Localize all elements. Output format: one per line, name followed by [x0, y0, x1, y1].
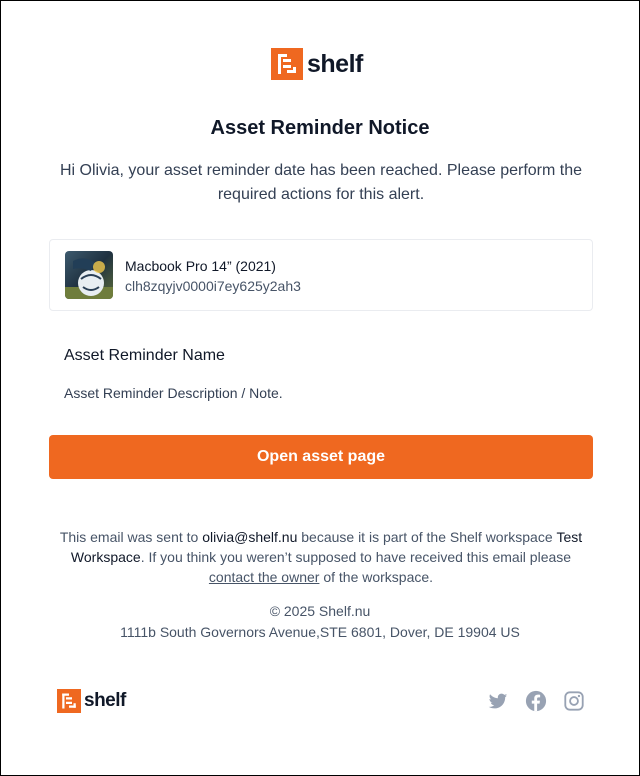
recipient-email: olivia@shelf.nu — [202, 529, 298, 545]
copyright: © 2025 Shelf.nu — [269, 603, 371, 619]
social-links — [487, 690, 585, 712]
address: 1111b South Governors Avenue,STE 6801, Dover, DE 19904 US — [120, 624, 520, 640]
brand-name: shelf — [307, 50, 363, 78]
asset-name: Macbook Pro 14” (2021) — [125, 258, 276, 274]
footer-note-prefix: This email was sent to — [59, 529, 203, 545]
shelf-logo-icon — [57, 689, 81, 713]
reminder-name: Asset Reminder Name — [64, 347, 225, 364]
workspace-name: Test Workspace — [70, 529, 583, 565]
twitter-icon[interactable] — [487, 690, 509, 712]
asset-card[interactable] — [49, 239, 593, 311]
header-logo — [271, 48, 363, 80]
footer-note-suffix: . If you think you weren’t supposed to have received this email please — [140, 549, 572, 565]
shelf-logo-icon — [271, 48, 303, 80]
asset-thumbnail — [65, 251, 113, 299]
footer-note-middle: because it is part of the Shelf workspace — [297, 529, 557, 545]
footer-note-end: of the workspace. — [319, 569, 434, 585]
footer-logo — [57, 689, 126, 713]
email-intro: Hi Olivia, your asset reminder date has been reached. Please perform the required actions for this alert. — [59, 162, 583, 203]
footer-note — [49, 527, 593, 587]
reminder-description: Asset Reminder Description / Note. — [64, 385, 283, 401]
instagram-icon[interactable] — [563, 690, 585, 712]
open-asset-page-button[interactable]: Open asset page — [49, 435, 593, 479]
email-title: Asset Reminder Notice — [210, 117, 430, 139]
asset-id: clh8zqyjv0000i7ey625y2ah3 — [125, 278, 301, 294]
facebook-icon[interactable] — [525, 690, 547, 712]
contact-owner-link[interactable]: contact the owner — [208, 569, 320, 585]
brand-name: shelf — [84, 690, 126, 711]
